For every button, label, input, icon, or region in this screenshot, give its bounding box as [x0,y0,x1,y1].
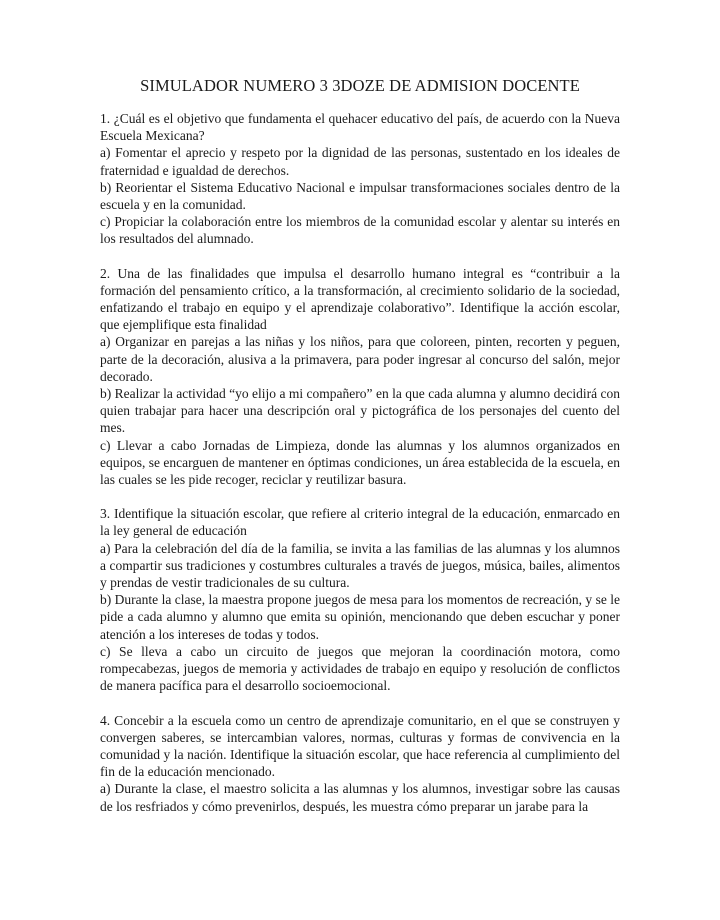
question-1 [100,110,620,248]
answer-option-a: a) Para la celebración del día de la familia, se invita a las familias de las alumnas y los alumnos a compartir sus tradiciones y costumbres culturales a través de juegos, música, bailes, alimentos y prendas de vestir tradicionales de su cultura. [100,540,620,591]
answer-option-b: b) Realizar la actividad “yo elijo a mi compañero” en la que cada alumna y alumno decidirá con quien trabajar para hacer una descripción oral y pictográfica de los personajes del cuento del mes. [100,386,620,436]
question-list [100,110,620,815]
answer-option-a: a) Durante la clase, el maestro solicita a las alumnas y los alumnos, investigar sobre las causas de los resfriados y cómo prevenirlos, después, les muestra cómo preparar un jarabe para la [100,781,620,814]
answer-option-a: a) Fomentar el aprecio y respeto por la dignidad de las personas, sustentado en los ideales de fraternidad e igualdad de derechos. [100,145,620,178]
question-stem: 1. ¿Cuál es el objetivo que fundamenta el quehacer educativo del país, de acuerdo con la Nueva Escuela Mexicana? [100,111,620,144]
answer-option-a: a) Organizar en parejas a las niñas y los niños, para que coloreen, pinten, recorten y peguen, parte de la decoración, alusiva a la primavera, para poder ingresar al concurso del salón, mejor decorado. [100,334,620,384]
question-stem: 2. Una de las finalidades que impulsa el desarrollo humano integral es “contribuir a la formación del pensamiento crítico, a la transformación, al crecimiento solidario de la sociedad, enfatizando el trabajo en equipo y el aprendizaje colaborativo”. Identifique la acción escolar, que ejemplifique esta finalidad [100,265,620,333]
answer-option-b: b) Reorientar el Sistema Educativo Nacional e impulsar transformaciones sociales dentro de la escuela y en la comunidad. [100,179,620,213]
answer-option-c: c) Propiciar la colaboración entre los miembros de la comunidad escolar y alentar su interés en los resultados del alumnado. [100,214,620,247]
answer-option-c: c) Llevar a cabo Jornadas de Limpieza, donde las alumnas y los alumnos organizados en equipos, se encarguen de mantener en óptimas condiciones, un área establecida de la escuela, en las cuales se les pide recoger, reciclar y reutilizar basura. [100,437,620,488]
document-title: SIMULADOR NUMERO 3 3DOZE DE ADMISION DOCENTE [140,76,580,95]
answer-option-b: b) Durante la clase, la maestra propone juegos de mesa para los momentos de recreación, y se le pide a cada alumno y alumno que emita su opinión, mencionando que deben escuchar y poner atención a los intereses de todas y todos. [100,592,620,642]
question-3 [100,505,620,694]
question-stem: 3. Identifique la situación escolar, que refiere al criterio integral de la educación, enmarcado en la ley general de educación [100,506,620,539]
answer-option-c: c) Se lleva a cabo un circuito de juegos que mejoran la coordinación motora, como rompecabezas, juegos de memoria y actividades de trabajo en equipo y resolución de conflictos de manera pacífica para el desarrollo socioemocional. [100,643,620,694]
question-2 [100,265,620,489]
question-4 [100,712,620,815]
question-stem: 4. Concebir a la escuela como un centro de aprendizaje comunitario, en el que se construyen y convergen saberes, se intercambian valores, normas, culturas y formas de convivencia en la comunidad y la nación. Identifique la situación escolar, que hace referencia al cumplimiento del fin de la educación mencionado. [100,712,620,780]
